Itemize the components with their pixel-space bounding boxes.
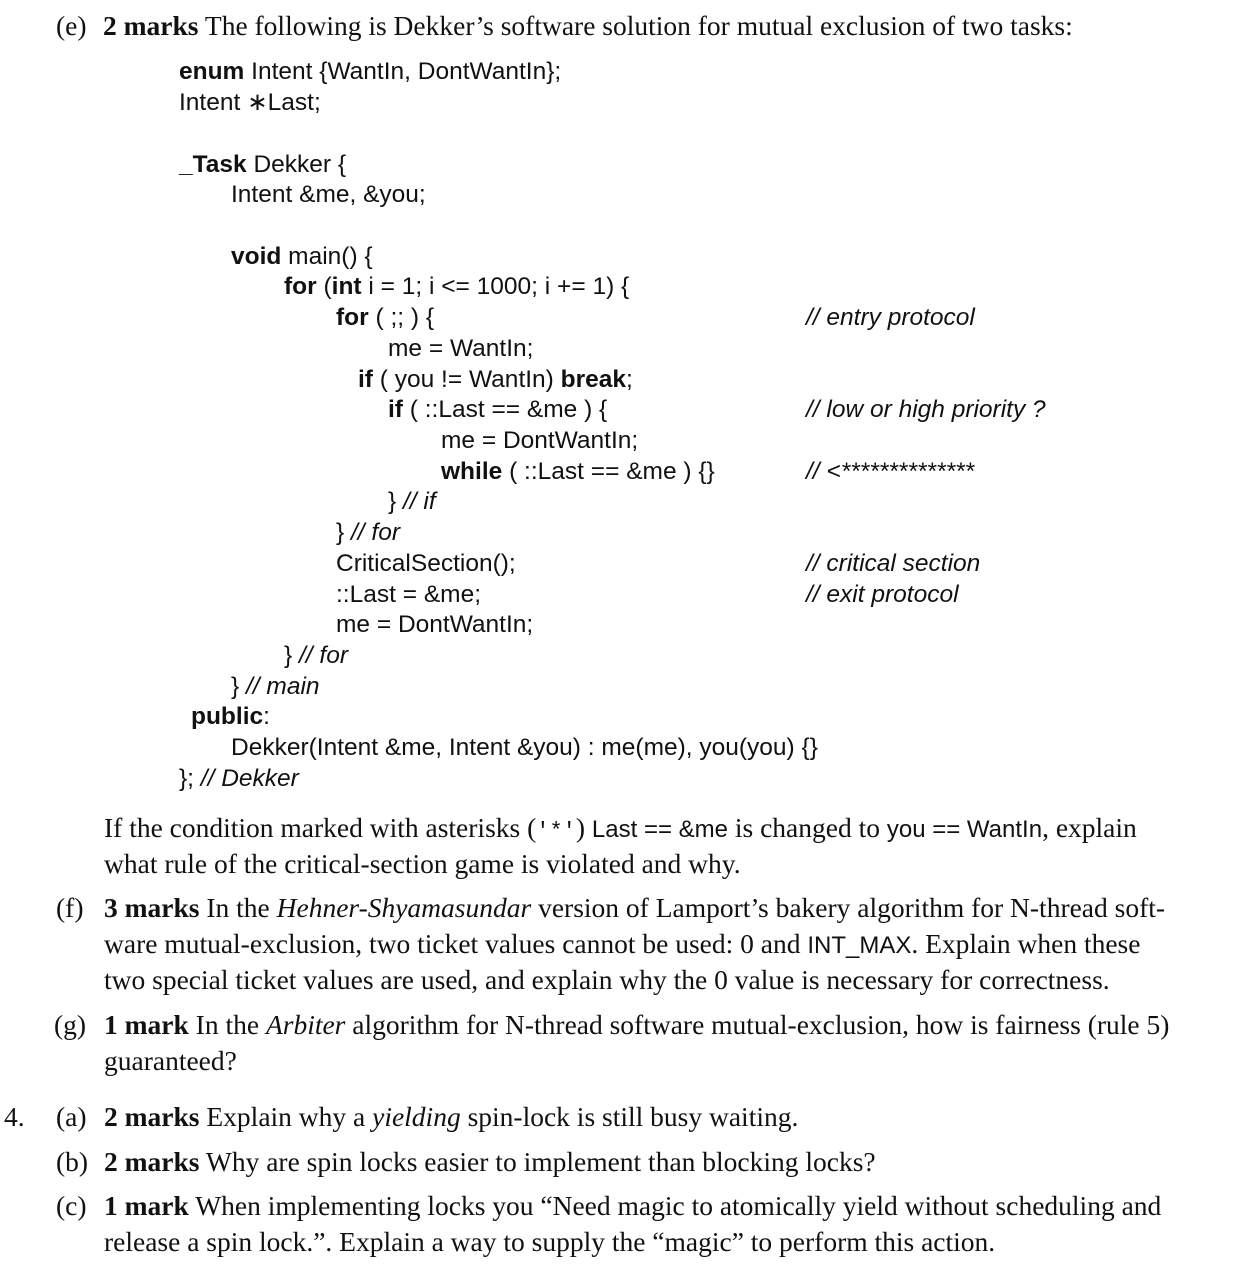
code-line-22: }; // Dekker: [179, 765, 299, 792]
part-f-line-1: 3 marks In the Hehner-Shyamasundar version of Lamport’s bakery algorithm for N-thread soft-: [104, 892, 1166, 923]
q4c-label: (c): [56, 1190, 87, 1221]
question-e-line-1: If the condition marked with asterisks ('*') Last == &me is changed to you == WantIn, explain: [104, 812, 1137, 844]
q4a-label: (a): [56, 1101, 87, 1132]
part-f-line-3: two special ticket values are used, and explain why the 0 value is necessary for correctness.: [104, 964, 1110, 995]
code-line-6: for (int i = 1; i <= 1000; i += 1) {: [284, 273, 630, 300]
code-line-3: _Task Dekker {: [179, 151, 347, 178]
question-4-number: 4.: [4, 1101, 25, 1132]
code-line-10: if ( ::Last == &me ) {: [388, 396, 608, 423]
part-e-question: [103, 10, 1073, 42]
code-line-12: while ( ::Last == &me ) {}: [441, 458, 715, 485]
comment-asterisks: // <**************: [806, 458, 975, 485]
code-line-9: if ( you != WantIn) break;: [358, 366, 633, 393]
code-line-8: me = WantIn;: [388, 335, 534, 362]
code-line-4: Intent &me, &you;: [231, 181, 426, 208]
code-line-18: } // for: [284, 642, 349, 669]
part-f-label: (f): [56, 892, 84, 923]
q4c-line-2: release a spin lock.”. Explain a way to supply the “magic” to perform this action.: [104, 1226, 996, 1257]
code-line-19: } // main: [231, 673, 320, 700]
code-line-21: Dekker(Intent &me, Intent &you) : me(me), you(you) {}: [231, 734, 818, 761]
part-e-text: The following is Dekker’s software solution for mutual exclusion of two tasks:: [204, 10, 1073, 41]
code-line-17: me = DontWantIn;: [336, 611, 534, 638]
code-line-11: me = DontWantIn;: [441, 427, 639, 454]
code-line-13: } // if: [388, 488, 436, 515]
comment-entry-protocol: // entry protocol: [806, 304, 975, 331]
part-e-label: (e): [56, 10, 87, 41]
comment-exit-protocol: // exit protocol: [806, 581, 959, 608]
code-line-15: CriticalSection();: [336, 550, 516, 577]
code-line-14: } // for: [336, 519, 401, 546]
part-g-line-1: 1 mark In the Arbiter algorithm for N-thread software mutual-exclusion, how is fairness (rule 5): [104, 1009, 1170, 1040]
code-line-2: Intent ∗Last;: [179, 89, 321, 116]
code-line-16: ::Last = &me;: [336, 581, 482, 608]
q4b-label: (b): [56, 1146, 89, 1177]
q4c-line-1: 1 mark When implementing locks you “Need magic to atomically yield without scheduling and: [104, 1190, 1162, 1221]
part-g-label: (g): [54, 1009, 87, 1040]
part-g-line-2: guaranteed?: [104, 1045, 237, 1076]
comment-critical-section: // critical section: [806, 550, 981, 577]
question-e-line-2: what rule of the critical-section game is violated and why.: [104, 848, 741, 879]
code-line-1: enum Intent {WantIn, DontWantIn};: [179, 58, 562, 85]
comment-priority: // low or high priority ?: [806, 396, 1046, 423]
q4b-text: 2 marks Why are spin locks easier to implement than blocking locks?: [104, 1146, 876, 1177]
part-e-marks: 2 marks: [103, 10, 199, 41]
q4a-text: 2 marks Explain why a yielding spin-lock is still busy waiting.: [104, 1101, 799, 1132]
code-line-5: void main() {: [231, 243, 373, 270]
code-line-20: public:: [191, 703, 270, 730]
code-line-7: for ( ;; ) {: [336, 304, 435, 331]
part-f-line-2: ware mutual-exclusion, two ticket values cannot be used: 0 and INT_MAX. Explain when these: [104, 928, 1141, 959]
